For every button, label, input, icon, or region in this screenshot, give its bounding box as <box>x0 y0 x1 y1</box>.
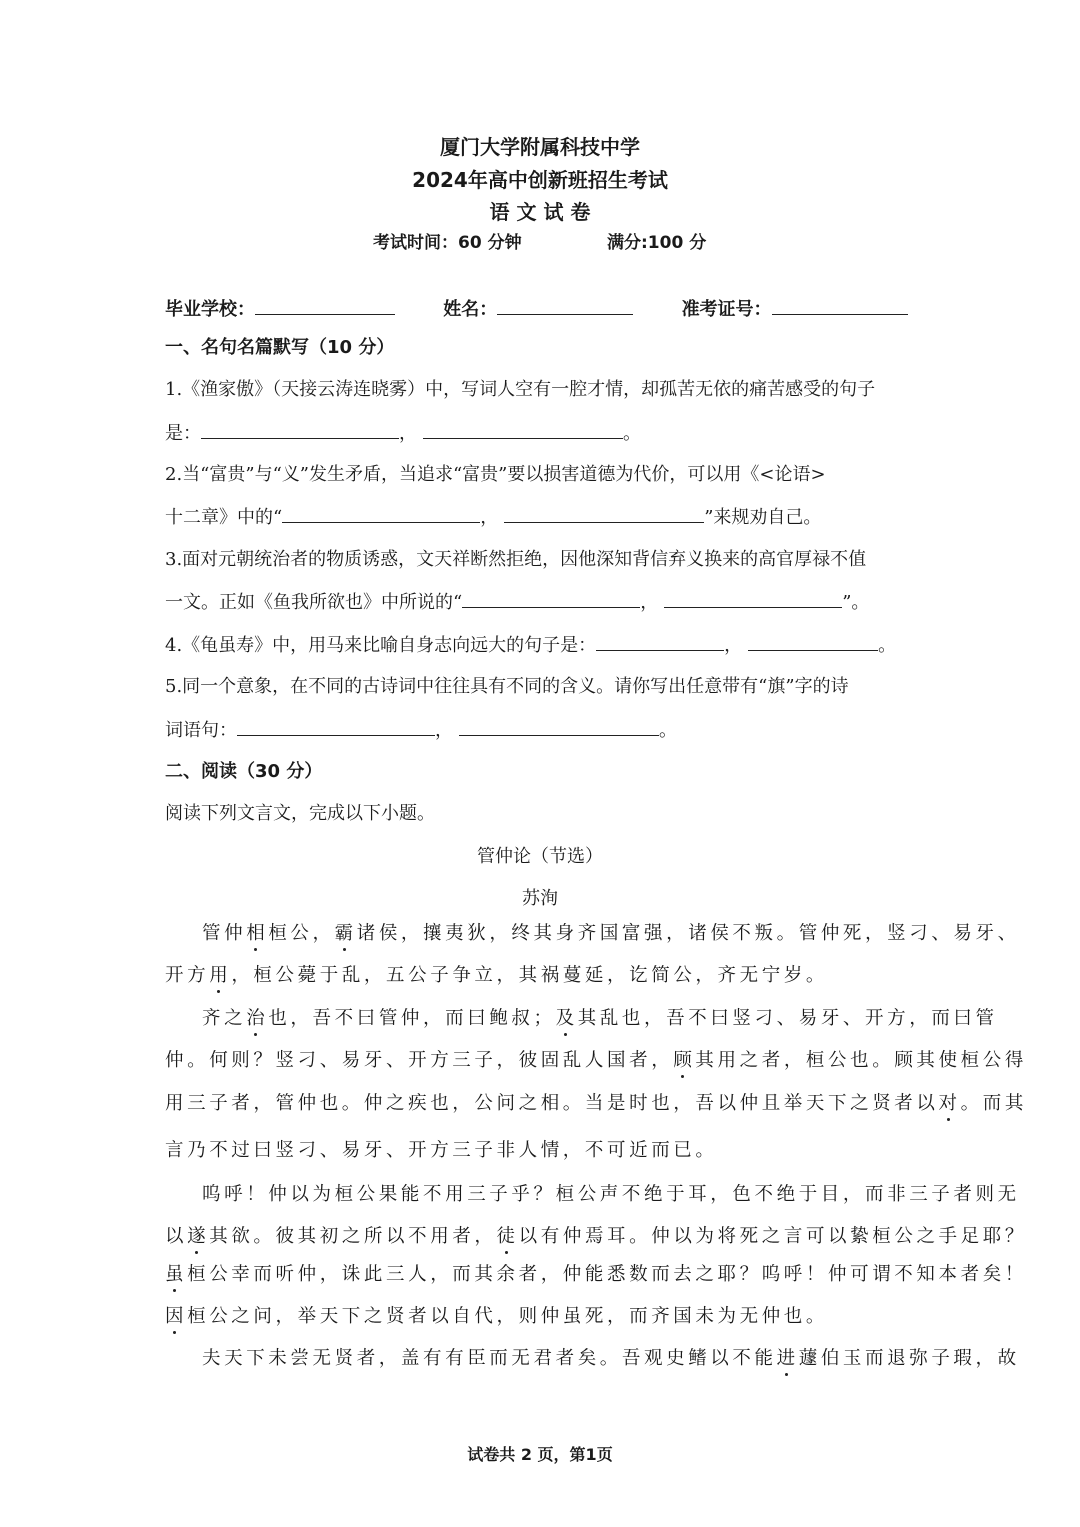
answer-blank[interactable] <box>423 424 623 439</box>
answer-blank[interactable] <box>664 593 842 608</box>
passage-text: 其乱也，吾不曰竖刁、易牙、开方，而曰管 <box>577 1008 998 1029</box>
passage-text: 呜呼！仲以为桓公果能不用三子乎？桓公声不绝于耳，色不绝于目，而非三子者则无 <box>202 1184 1020 1205</box>
answer-blank[interactable] <box>237 721 435 736</box>
school-label: 毕业学校： <box>165 299 255 320</box>
emphasized-char: 相 <box>246 923 269 944</box>
article-title: 管仲论（节选） <box>477 846 603 867</box>
passage-text: 开方 <box>165 965 210 986</box>
passage-text: 蘧伯玉而退弥子瑕，故 <box>798 1348 1020 1369</box>
passage-text: 。而其 <box>960 1093 1027 1114</box>
passage-line <box>202 1350 1020 1369</box>
passage-text: 齐之 <box>202 1008 247 1029</box>
school-field[interactable] <box>255 300 395 315</box>
q2-line2 <box>165 508 821 527</box>
passage-text: ，桓公薨于乱，五公子争立，其祸蔓延，讫简公，齐无宁岁。 <box>231 965 829 986</box>
passage-text: 以有仲焉耳。仲以为将死之言可以絷桓公之手足耶？ <box>518 1226 1027 1247</box>
emphasized-char: 用 <box>209 965 232 986</box>
passage-text: 桓公之问，举天下之贤者以自代，则仲虽死，而齐国未为无仲也。 <box>187 1306 829 1327</box>
q1-line2 <box>165 424 641 443</box>
passage-line <box>202 1186 1020 1205</box>
q4-line <box>165 636 896 655</box>
text: 一文。正如《鱼我所欲也》中所说的“ <box>165 592 463 613</box>
emphasized-char: 霸 <box>334 923 357 944</box>
passage-text: 诸侯，攘夷狄，终其身齐国富强，诸侯不叛。管仲死，竖刁、易牙、 <box>356 923 1020 944</box>
text: ， <box>435 720 453 741</box>
answer-blank[interactable] <box>201 424 399 439</box>
emphasized-char: 因 <box>165 1306 188 1327</box>
subject-title: 语 文 试 卷 <box>489 200 591 224</box>
emphasized-char: 遂 <box>187 1226 210 1247</box>
exam-time: 考试时间：60 分钟 <box>373 233 522 253</box>
emphasized-char: 进 <box>776 1348 799 1369</box>
passage-text: 仲。何则？竖刁、易牙、开方三子，彼固乱人国者， <box>165 1050 674 1071</box>
q2-line1: 2.当“富贵”与“义”发生矛盾，当追求“富贵”要以损害道德为代价，可以用《<论语> <box>165 464 826 485</box>
passage-text: 言乃不过曰竖刁、易牙、开方三子非人情，不可近而已。 <box>165 1140 718 1161</box>
passage-line <box>165 967 828 986</box>
answer-blank[interactable] <box>748 636 878 651</box>
school-title: 厦门大学附属科技中学 <box>440 135 640 159</box>
emphasized-char: 虽 <box>165 1264 188 1285</box>
answer-blank[interactable] <box>504 508 704 523</box>
passage-line <box>165 1228 1027 1247</box>
section2-title: 二、阅读（30 分） <box>165 761 323 782</box>
q5-line2 <box>165 721 677 740</box>
text: ， <box>480 507 499 528</box>
passage-text: 夫天下未尝无贤者，盖有有臣而无君者矣。吾观史鳍以不能 <box>202 1348 777 1369</box>
name-label: 姓名： <box>443 299 498 320</box>
text: 。 <box>878 635 897 656</box>
section1-title: 一、名句名篇默写（10 分） <box>165 337 395 358</box>
emphasized-char: 顾 <box>673 1050 696 1071</box>
answer-blank[interactable] <box>282 508 480 523</box>
text: 4.《龟虽寿》中，用马来比喻自身志向远大的句子是： <box>165 635 597 656</box>
emphasized-char: 治 <box>246 1008 269 1029</box>
text: 。 <box>659 720 677 741</box>
passage-line <box>165 1142 718 1161</box>
name-field[interactable] <box>497 300 633 315</box>
passage-text: 也，吾不曰管仲，而曰鲍叔； <box>268 1008 556 1029</box>
passage-text: 管仲 <box>202 923 247 944</box>
answer-blank[interactable] <box>459 721 659 736</box>
passage-text: 用三子者，管仲也。仲之疾也，公问之相。当是时也，吾以仲且举天下之贤者以 <box>165 1093 939 1114</box>
q5-line1: 5.同一个意象，在不同的古诗词中往往具有不同的含义。请你写出任意带有“旗”字的诗 <box>165 676 849 697</box>
full-score: 满分:100 分 <box>607 233 707 253</box>
reading-intro: 阅读下列文言文，完成以下小题。 <box>165 803 435 824</box>
q3-line1: 3.面对元朝统治者的物质诱惑，文天祥断然拒绝，因他深知背信弃义换来的高官厚禄不值 <box>165 549 867 570</box>
passage-text: 其欲。彼其初之所以不用者， <box>209 1226 497 1247</box>
text: 是： <box>165 423 201 444</box>
text: ”来规劝自己。 <box>704 507 822 528</box>
text: ， <box>399 423 417 444</box>
text: ， <box>724 635 743 656</box>
passage-text: 桓公幸而听仲，诛此三人，而其余者，仲能悉数而去之耶？呜呼！仲可谓不知本者矣！ <box>187 1264 1027 1285</box>
passage-line <box>165 1266 1027 1285</box>
q3-line2 <box>165 593 869 612</box>
id-field[interactable] <box>772 300 908 315</box>
page-footer: 试卷共 2 页，第1页 <box>467 1445 613 1464</box>
passage-text: 以 <box>165 1226 188 1247</box>
answer-blank[interactable] <box>596 636 724 651</box>
text: ， <box>640 592 659 613</box>
answer-blank[interactable] <box>462 593 640 608</box>
text: 十二章》中的“ <box>165 507 283 528</box>
passage-line <box>202 925 1020 944</box>
passage-text: 桓公， <box>268 923 335 944</box>
emphasized-char: 及 <box>555 1008 578 1029</box>
passage-line <box>165 1095 1027 1114</box>
info-row <box>165 300 908 319</box>
article-author: 苏洵 <box>522 888 558 909</box>
emphasized-char: 徒 <box>496 1226 519 1247</box>
passage-text: 其用之者，桓公也。顾其使桓公得 <box>695 1050 1027 1071</box>
text: 词语句： <box>165 720 237 741</box>
exam-title: 2024年高中创新班招生考试 <box>412 168 668 192</box>
id-label: 准考证号： <box>681 299 772 320</box>
text: ”。 <box>842 592 870 613</box>
passage-line <box>165 1052 1027 1071</box>
text: 。 <box>623 423 641 444</box>
q1-line1: 1.《渔家傲》（天接云涛连晓雾）中，写词人空有一腔才情，却孤苦无依的痛苦感受的句子 <box>165 379 876 400</box>
passage-line <box>165 1308 828 1327</box>
passage-line <box>202 1010 998 1029</box>
emphasized-char: 对 <box>938 1093 961 1114</box>
